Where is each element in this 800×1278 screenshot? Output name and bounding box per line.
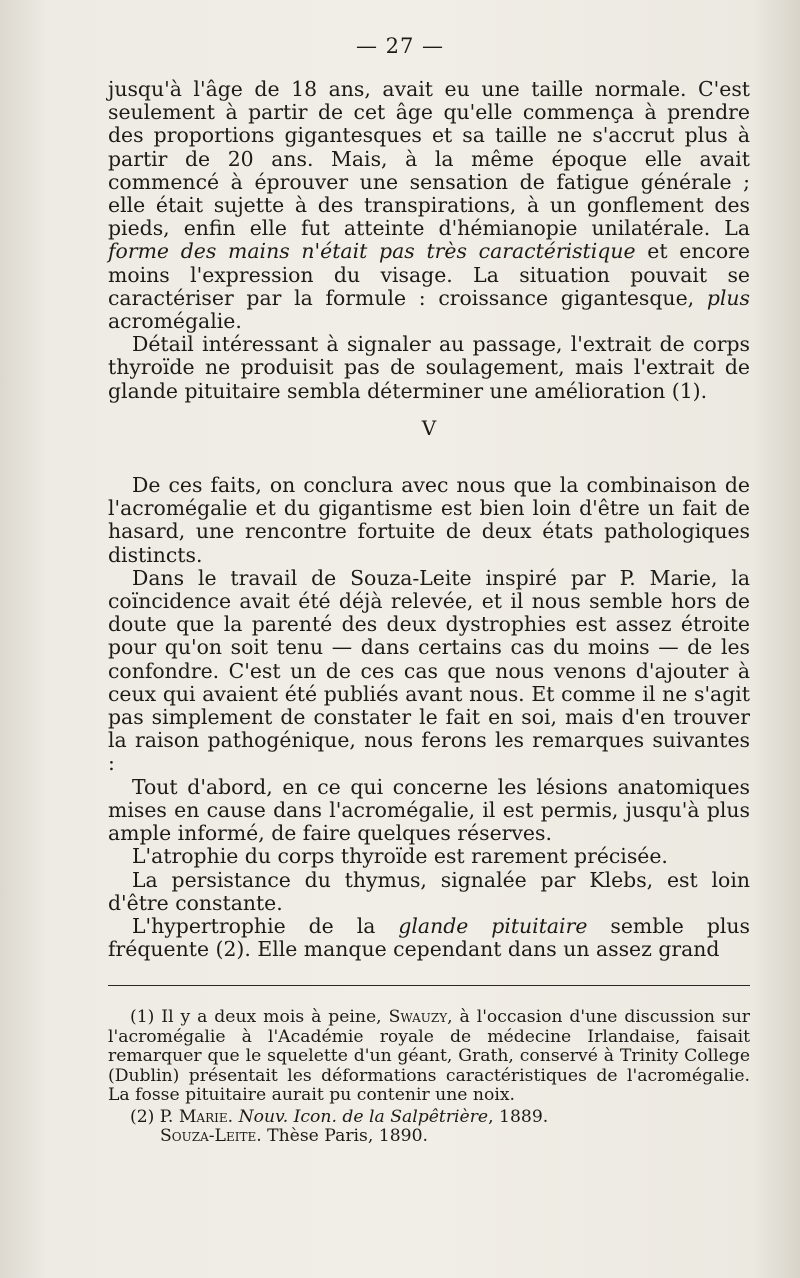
paragraph: Tout d'abord, en ce qui concerne les lésions anatomiques mises en cause dans l'acromégalie, il est permis, jusqu'à plus ample informé, de faire quelques réserves. — [108, 774, 750, 846]
text-run: (2) P. — [130, 1106, 179, 1127]
text-run: et encore moins l'expression du visage. La situation pouvait se caractériser par la formule : croissance gigantesque, — [108, 239, 750, 310]
text-run: jusqu'à l'âge de 18 ans, avait eu une taille normale. C'est seulement à partir de cet âge qu'elle commença à prendre des proportions gigantesques et sa taille ne s'accrut plus à partir de 20 ans. Mais, à la même époque elle avait commencé à éprouver une sensation de fatigue générale ; elle était sujette à des transpirations, à un gonflement des pieds, enfin elle fut atteinte d'hémianopie unilatérale. La — [108, 77, 750, 241]
page-number: — 27 — — [355, 34, 445, 58]
paragraph: L'atrophie du corps thyroïde est rarement précisée. — [132, 844, 668, 869]
text-run: acromégalie. — [108, 309, 242, 334]
text-run: . — [227, 1106, 239, 1127]
text-run: , 1889. — [488, 1106, 549, 1127]
text-run: . Thèse Paris, 1890. — [256, 1126, 429, 1146]
body-text — [108, 78, 750, 961]
italic-run: Nouv. Icon. de la Salpêtrière — [238, 1106, 489, 1127]
footnote-2 — [108, 1108, 750, 1128]
footnotes — [108, 1008, 750, 1147]
author-name: Swauzy — [388, 1007, 448, 1027]
paragraph — [108, 915, 750, 961]
paragraph: La persistance du thymus, signalée par Klebs, est loin d'être constante. — [108, 867, 750, 915]
text-run: , à l'occasion d'une discussion sur l'acromégalie à l'Académie royale de médecine Irlandaise, faisait remarquer que le squelette d'un géant, Grath, conservé à Trinity College (Dublin) présentait les déformations caractéristiques de l'acromégalie. La fosse pituitaire aurait pu contenir une noix. — [108, 1007, 751, 1105]
section-heading: V — [421, 415, 437, 440]
paragraph-continuation — [108, 78, 750, 333]
author-name: Souza-Leite — [160, 1126, 257, 1146]
text-run: (1) Il y a deux mois à peine, — [130, 1007, 389, 1027]
paragraph: De ces faits, on conclura avec nous que la combinaison de l'acromégalie et du gigantisme est bien loin d'être un fait de hasard, une rencontre fortuite de deux états pathologiques distincts. — [108, 473, 750, 567]
paragraph: Dans le travail de Souza-Leite inspiré par P. Marie, la coïncidence avait été déjà relevée, et il nous semble hors de doute que la parenté des deux dystrophies est assez étroite pour qu'on soit tenu — dans certains cas du moins — de les confondre. C'est un de ces cas que nous venons d'ajouter à ceux qui avaient été publiés avant nous. Et comme il ne s'agit pas simplement de constater le fait en soi, mais d'en trouver la raison pathogénique, nous ferons les remarques suivantes : — [108, 565, 750, 776]
italic-run: glande pituitaire — [398, 913, 588, 938]
text-run: semble plus fréquente (2). Elle manque cependant dans un assez grand — [108, 913, 751, 962]
author-name: Marie — [178, 1106, 228, 1127]
footnote-1 — [108, 1008, 750, 1106]
italic-run: plus — [706, 285, 750, 310]
text-run: L'hypertrophie de la — [132, 913, 399, 938]
footnote-2-continuation — [108, 1127, 750, 1147]
footnote-divider — [108, 985, 750, 986]
italic-run: forme des mains n'était pas très caractéristique — [108, 239, 636, 264]
paragraph: Détail intéressant à signaler au passage, l'extrait de corps thyroïde ne produisit pas de soulagement, mais l'extrait de glande pituitaire sembla déterminer une amélioration (1). — [108, 332, 750, 403]
